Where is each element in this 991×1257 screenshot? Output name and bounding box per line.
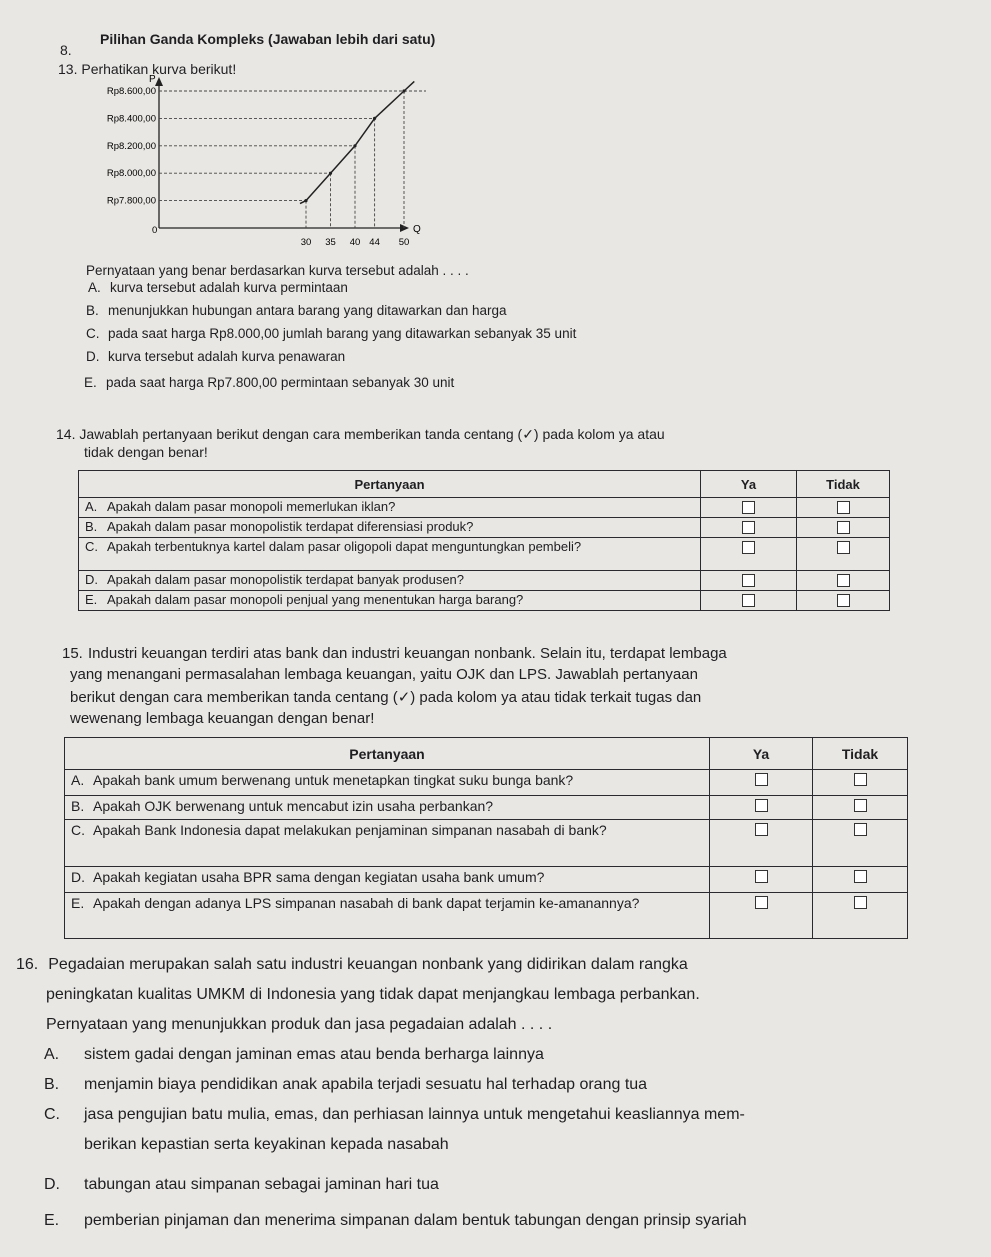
question-number: 13. [58,61,78,77]
question-cell [79,538,701,571]
instruction-line [70,710,940,727]
data-point [353,144,356,147]
checkbox-no[interactable] [837,594,850,607]
answer-cell-yes [701,571,797,591]
option-text: menunjukkan hubungan antara barang yang ditawarkan dan harga [108,303,507,318]
option-letter: A. [44,1046,60,1063]
checkbox-no[interactable] [837,501,850,514]
question-cell [79,498,701,518]
checkbox-yes[interactable] [755,870,768,883]
data-point [373,117,376,120]
header-no: Tidak [813,738,908,770]
question-content [71,820,703,840]
answer-cell-yes [701,518,797,538]
answer-cell-no [797,518,890,538]
table-row [65,893,908,939]
header-question: Pertanyaan [65,738,710,770]
option-text: sistem gadai dengan jaminan emas atau benda berharga lainnya [84,1046,544,1063]
x-tick-label: 50 [398,237,410,248]
question-content [71,796,703,816]
question-cell [79,518,701,538]
option-item[interactable] [44,1176,984,1194]
instruction-text: Industri keuangan terdiri atas bank dan industri keuangan nonbank. Selain itu, terdapat lembaga [88,645,727,662]
option-item[interactable] [86,326,786,344]
row-question-text: Apakah bank umum berwenang untuk menetapkan tingkat suku bunga bank? [93,772,574,788]
y-tick-label: Rp8.400,00 [106,113,156,125]
row-letter: E. [85,592,98,607]
row-letter: A. [85,499,98,514]
section-number: 8. [60,42,72,58]
row-question-text: Apakah terbentuknya kartel dalam pasar oligopoli dapat menguntungkan pembeli? [107,539,582,554]
checkbox-yes[interactable] [742,541,755,554]
stem-line [46,1016,552,1034]
checkbox-no[interactable] [854,896,867,909]
checkbox-no[interactable] [854,870,867,883]
checkbox-yes[interactable] [755,773,768,786]
option-item[interactable] [86,303,786,321]
answer-cell-no [797,591,890,611]
table-row [79,498,890,518]
answer-cell-yes [710,770,813,796]
checkbox-yes[interactable] [755,823,768,836]
instruction-line [62,645,958,662]
option-item[interactable] [44,1106,984,1154]
table-row [65,820,908,867]
row-letter: A. [71,772,85,788]
answer-cell-yes [710,820,813,867]
option-item[interactable] [88,280,788,298]
data-point [402,89,405,92]
option-text-continued: berikan kepastian serta keyakinan kepada nasabah [84,1136,449,1153]
row-question-text: Apakah dengan adanya LPS simpanan nasabah di bank dapat terjamin ke-amanannya? [93,895,640,911]
question-number: 14. [56,426,76,442]
answer-cell-no [813,770,908,796]
table-row [65,770,908,796]
question-number: 15. [62,645,83,662]
question-cell [79,571,701,591]
checkbox-no[interactable] [837,521,850,534]
y-axis-label: P [149,74,156,85]
checkbox-no[interactable] [854,823,867,836]
answer-cell-yes [710,867,813,893]
stem-line [16,956,688,974]
stem-text: peningkatan kualitas UMKM di Indonesia yang tidak dapat menjangkau lembaga perbankan. [46,986,700,1003]
instruction-line [70,666,940,683]
answer-cell-yes [710,796,813,820]
option-item[interactable] [84,375,784,393]
option-text: tabungan atau simpanan sebagai jaminan hari tua [84,1176,439,1193]
header-no: Tidak [797,471,890,498]
answer-cell-no [813,796,908,820]
y-tick-label: Rp8.000,00 [106,168,156,180]
question-content [85,499,694,514]
stem-line [46,986,700,1004]
question-content [85,592,694,607]
instruction-text: yang menangani permasalahan lembaga keuangan, yaitu OJK dan LPS. Jawablah pertanyaan [70,666,698,683]
stem-text: Pernyataan yang menunjukkan produk dan jasa pegadaian adalah . . . . [46,1016,553,1033]
checkbox-yes[interactable] [755,896,768,909]
question-cell [65,820,710,867]
option-letter: E. [84,375,97,390]
question-number: 16. [16,956,39,973]
table-row [79,538,890,571]
checkbox-no[interactable] [854,773,867,786]
question-cell [79,591,701,611]
y-tick-label: Rp8.600,00 [106,86,156,97]
option-item[interactable] [44,1212,984,1230]
option-letter: B. [86,303,99,318]
row-question-text: Apakah dalam pasar monopolistik terdapat banyak produsen? [107,572,465,587]
answer-cell-no [797,538,890,571]
table-row [79,591,890,611]
option-item[interactable] [86,349,786,367]
checkbox-yes[interactable] [742,574,755,587]
row-letter: B. [85,519,98,534]
row-question-text: Apakah dalam pasar monopoli memerlukan iklan? [107,499,396,514]
answer-cell-no [813,867,908,893]
option-letter: E. [44,1212,60,1229]
option-letter: C. [86,326,100,341]
x-tick-label: 30 [300,237,312,248]
question-cell [65,770,710,796]
checkbox-yes[interactable] [742,594,755,607]
stem-text: Pegadaian merupakan salah satu industri keuangan nonbank yang didirikan dalam rangka [48,956,688,973]
option-text: kurva tersebut adalah kurva penawaran [108,349,346,364]
answer-cell-no [813,820,908,867]
question-14-table [78,470,890,611]
row-question-text: Apakah OJK berwenang untuk mencabut izin usaha perbankan? [93,798,494,814]
row-letter: D. [85,572,98,587]
question-cell [65,893,710,939]
option-text: menjamin biaya pendidikan anak apabila terjadi sesuatu hal terhadap orang tua [84,1076,648,1093]
data-point [329,172,332,175]
option-letter: C. [44,1106,60,1123]
row-question-text: Apakah dalam pasar monopoli penjual yang menentukan harga barang? [107,592,524,607]
option-letter: D. [86,349,100,364]
answer-cell-no [813,893,908,939]
instruction-text: wewenang lembaga keuangan dengan benar! [70,710,375,727]
answer-cell-no [797,498,890,518]
header-yes: Ya [710,738,813,770]
option-text: pada saat harga Rp7.800,00 permintaan sebanyak 30 unit [106,375,455,390]
row-question-text: Apakah dalam pasar monopolistik terdapat diferensiasi produk? [107,519,474,534]
y-axis-arrow [155,77,163,86]
instruction-line [70,688,940,706]
table-row [79,518,890,538]
question-14-instruction [56,426,665,443]
section-title: Pilihan Ganda Kompleks (Jawaban lebih dari satu) [100,31,436,47]
option-text: pemberian pinjaman dan menerima simpanan dalam bentuk tabungan dengan prinsip syariah [84,1212,747,1229]
question-content [85,572,694,587]
table-row [65,796,908,820]
answer-cell-yes [710,893,813,939]
answer-cell-yes [701,538,797,571]
checkbox-yes[interactable] [742,501,755,514]
row-letter: C. [71,822,85,838]
answer-cell-yes [701,591,797,611]
checkbox-no[interactable] [837,541,850,554]
x-tick-label: 44 [369,237,380,248]
question-intro: Perhatikan kurva berikut! [81,61,237,77]
row-letter: B. [71,798,85,814]
option-item[interactable] [44,1046,984,1064]
x-tick-label: 35 [325,237,336,248]
x-tick-label: 40 [349,237,361,248]
row-letter: C. [85,539,98,554]
question-content [71,867,703,887]
header-question: Pertanyaan [79,471,701,498]
table-row [79,571,890,591]
supply-curve-line [300,81,414,203]
header-yes: Ya [701,471,797,498]
data-point [304,199,307,202]
question-13-statement: Pernyataan yang benar berdasarkan kurva tersebut adalah . . . . [86,263,469,278]
question-cell [65,867,710,893]
instruction-line-1: Jawablah pertanyaan berikut dengan cara memberikan tanda centang (✓) pada kolom ya atau [79,426,665,442]
question-content [85,519,694,534]
question-content [71,770,703,790]
x-axis-arrow [400,224,409,232]
supply-curve-chart [88,72,428,254]
option-letter: A. [88,280,101,295]
instruction-line-2: tidak dengan benar! [84,444,208,460]
answer-cell-no [797,571,890,591]
checkbox-no[interactable] [837,574,850,587]
x-tick-label: 0 [152,225,158,236]
instruction-text: berikut dengan cara memberikan tanda centang (✓) pada kolom ya atau tidak terkait tugas dan [70,689,702,706]
table-row [65,867,908,893]
x-axis-label: Q [413,224,421,235]
option-text: jasa pengujian batu mulia, emas, dan perhiasan lainnya untuk mengetahui keasliannya mem- [84,1106,745,1123]
row-question-text: Apakah Bank Indonesia dapat melakukan penjaminan simpanan nasabah di bank? [93,822,607,838]
option-item[interactable] [44,1076,984,1094]
checkbox-yes[interactable] [755,799,768,812]
option-letter: D. [44,1176,60,1193]
question-content [71,893,703,913]
option-text: pada saat harga Rp8.000,00 jumlah barang yang ditawarkan sebanyak 35 unit [108,326,577,341]
y-tick-label: Rp7.800,00 [106,195,156,207]
row-letter: D. [71,869,85,885]
question-cell [65,796,710,820]
row-letter: E. [71,895,85,911]
answer-cell-yes [701,498,797,518]
option-letter: B. [44,1076,60,1093]
question-15-table [64,737,908,939]
checkbox-no[interactable] [854,799,867,812]
option-text: kurva tersebut adalah kurva permintaan [110,280,348,295]
question-content [85,539,694,554]
row-question-text: Apakah kegiatan usaha BPR sama dengan kegiatan usaha bank umum? [93,869,545,885]
checkbox-yes[interactable] [742,521,755,534]
y-tick-label: Rp8.200,00 [106,140,156,152]
